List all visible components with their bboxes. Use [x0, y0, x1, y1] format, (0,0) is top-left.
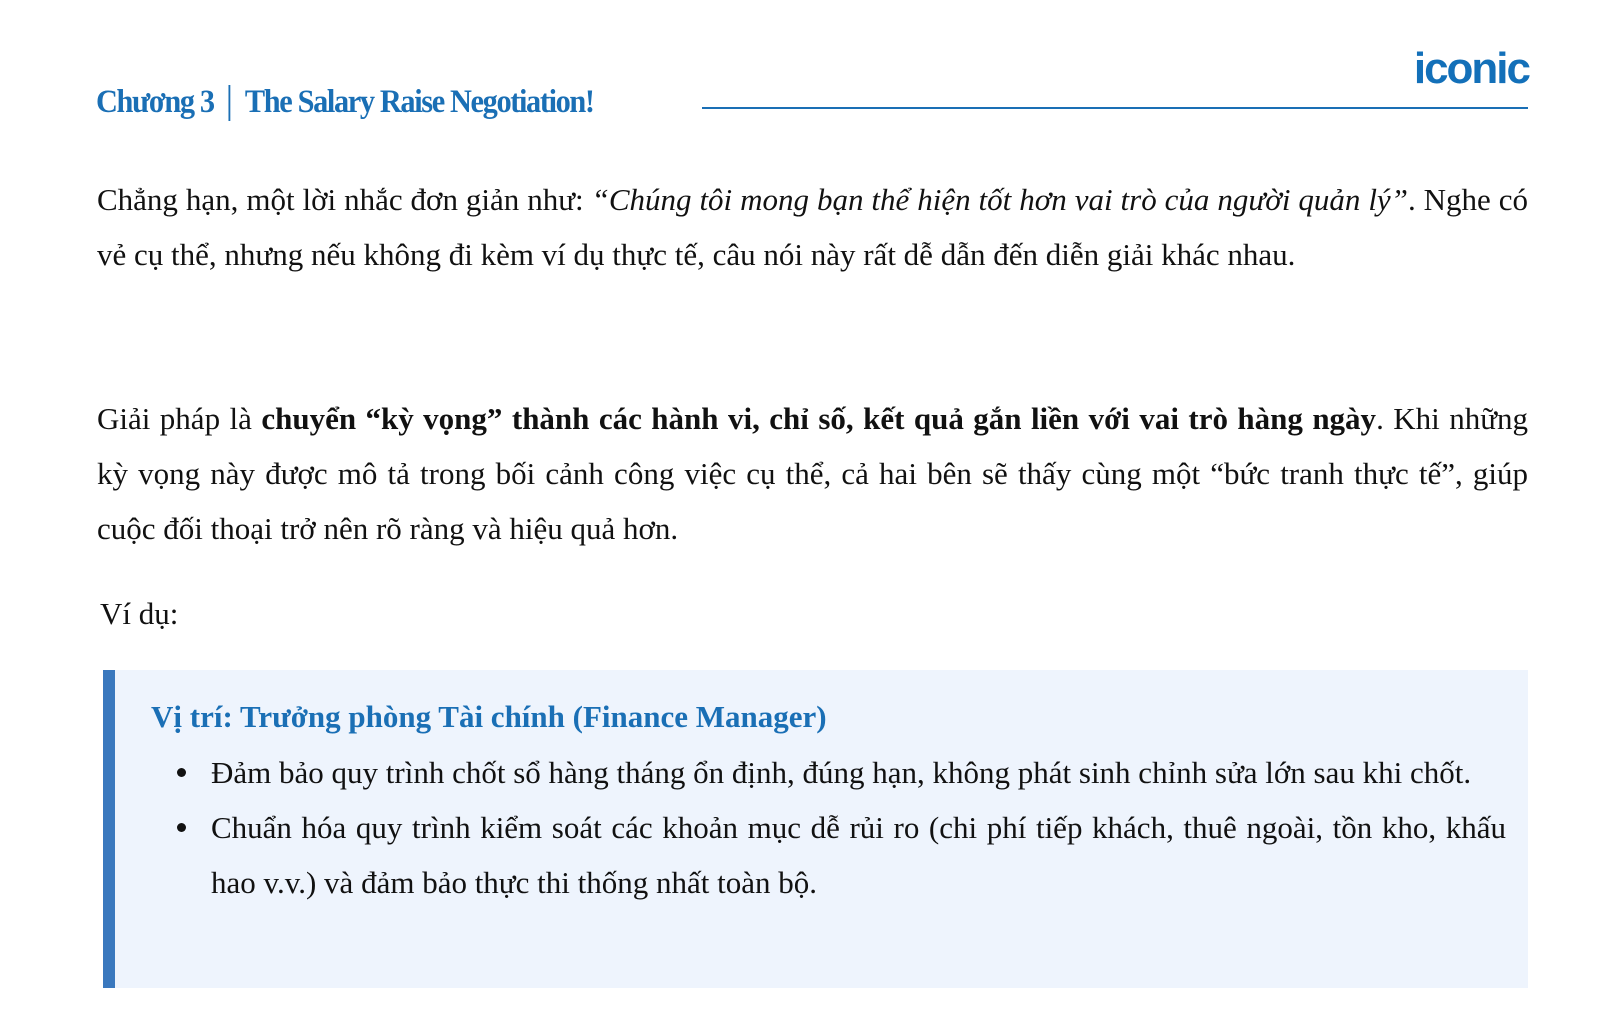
list-item-text: Chuẩn hóa quy trình kiểm soát các khoản mục dễ rủi ro (chi phí tiếp khách, thuê ngoài, tồn kho, khấu hao v.v.) và đảm bảo thực thi thống nhất toàn bộ. [211, 810, 1506, 900]
chapter-label: Chương 3 [96, 84, 214, 120]
paragraph-2 [97, 391, 1528, 556]
bullet-icon [177, 768, 186, 777]
example-bullet-list [151, 745, 1506, 910]
example-box-title: Vị trí: Trưởng phòng Tài chính (Finance Manager) [151, 699, 827, 734]
iconic-logo: iconic [1413, 44, 1529, 93]
paragraph-1-rest: . Nghe có vẻ cụ thể, nhưng nếu không đi kèm ví dụ thực tế, câu nói này rất dễ dẫn đến diễn giải khác nhau. [97, 182, 1528, 272]
paragraph-2-rest: . Khi những kỳ vọng này được mô tả trong bối cảnh công việc cụ thể, cả hai bên sẽ thấy cùng một “bức tranh thực tế”, giúp cuộc đối thoại trở nên rõ ràng và hiệu quả hơn. [97, 401, 1528, 546]
paragraph-1-quote: “Chúng tôi mong bạn thể hiện tốt hơn vai trò của người quản lý” [591, 182, 1408, 217]
header-separator [228, 85, 230, 121]
bullet-icon [177, 823, 186, 832]
list-item-text: Đảm bảo quy trình chốt sổ hàng tháng ổn định, đúng hạn, không phát sinh chỉnh sửa lớn sau khi chốt. [211, 755, 1472, 790]
chapter-title: The Salary Raise Negotiation! [244, 84, 594, 120]
list-item [211, 745, 1506, 800]
paragraph-2-bold: chuyển “kỳ vọng” thành các hành vi, chỉ số, kết quả gắn liền với vai trò hàng ngày [261, 401, 1377, 436]
example-label: Ví dụ: [100, 596, 179, 631]
paragraph-2-intro: Giải pháp là [97, 401, 262, 436]
paragraph-1-intro: Chẳng hạn, một lời nhắc đơn giản như: [97, 182, 592, 217]
paragraph-1 [97, 172, 1528, 282]
list-item [211, 800, 1506, 910]
chapter-header [96, 84, 594, 121]
example-box [103, 670, 1528, 988]
header-rule [702, 107, 1528, 109]
